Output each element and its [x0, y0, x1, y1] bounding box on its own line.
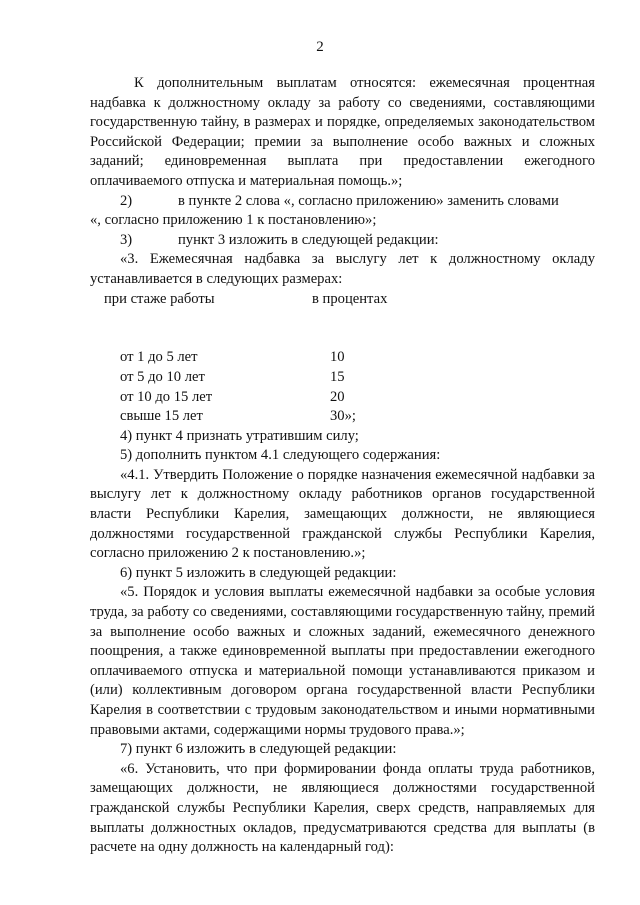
item-2-line-1	[90, 192, 595, 212]
table-cell-percent: 10	[330, 349, 345, 366]
table-header-percent: в процентах	[312, 290, 388, 307]
table-cell-term: свыше 15 лет	[120, 408, 203, 425]
page-number: 2	[316, 39, 324, 55]
table-row	[90, 348, 595, 368]
item-3-number: 3)	[120, 231, 133, 248]
table-cell-percent: 30»;	[330, 408, 356, 425]
item-2-number: 2)	[120, 192, 133, 209]
item-5: 5) дополнить пунктом 4.1 следующего содержания:	[120, 447, 441, 464]
spacer	[90, 329, 595, 349]
item-2-text: в пункте 2 слова «, согласно приложению» заменить словами	[178, 192, 559, 209]
quote-point-4-1: «4.1. Утвердить Положение о порядке назначения ежемесячной надбавки за выслугу лет к должностному окладу работников органов государственной власти Республики Карелия, замещающих должности, не являющиеся должностями государственной гражданской службы Республики Карелия, согласно приложению 2 к постановлению.»;	[90, 466, 595, 562]
quote-point-3: «3. Ежемесячная надбавка за выслугу лет к должностному окладу устанавливается в следующих размерах:	[90, 251, 595, 287]
document-body	[90, 74, 595, 858]
seniority-table-header	[90, 290, 595, 310]
item-7: 7) пункт 6 изложить в следующей редакции:	[120, 741, 397, 758]
table-cell-percent: 15	[330, 368, 345, 385]
item-2-line-2: «, согласно приложению 1 к постановлению»;	[90, 212, 377, 229]
table-cell-term: от 5 до 10 лет	[120, 368, 205, 385]
table-cell-term: от 10 до 15 лет	[120, 388, 213, 405]
table-cell-percent: 20	[330, 388, 345, 405]
table-header-seniority: при стаже работы	[104, 290, 215, 307]
quote-point-5: «5. Порядок и условия выплаты ежемесячной надбавки за особые условия труда, за работу со сведениями, составляющими государственную тайну, премий за выполнение особо важных и сложных заданий, ежемесячного денежного поощрения, а также единовременной выплаты при предоставлении ежегодного оплачиваемого отпуска и материальной помощи устанавливаются приказом и (или) коллективным договором органа государственной власти Республики Карелия в соответствии с трудовым законодательством и иными нормативными правовыми актами, содержащими нормы трудового права.»;	[90, 584, 595, 738]
item-3-text: пункт 3 изложить в следующей редакции:	[178, 231, 439, 248]
paragraph-additional-payments: К дополнительным выплатам относятся: ежемесячная процентная надбавка к должностному окладу за работу со сведениями, составляющими государственную тайну, в размерах и порядке, определяемых законодательством Российской Федерации; премии за выполнение особо важных и сложных заданий; единовременная выплата при предоставлении ежегодного оплачиваемого отпуска и материальная помощь.»;	[90, 75, 595, 189]
spacer	[90, 309, 595, 329]
table-row	[90, 407, 595, 427]
item-6: 6) пункт 5 изложить в следующей редакции:	[120, 564, 397, 581]
quote-point-6: «6. Установить, что при формировании фонда оплаты труда работников, замещающих должности, не являющиеся должностями государственной гражданской службы Республики Карелия, сверх средств, направляемых для выплаты должностных окладов, предусматриваются средства для выплаты (в расчете на одну должность на календарный год):	[90, 760, 595, 856]
table-row	[90, 388, 595, 408]
item-4: 4) пункт 4 признать утратившим силу;	[120, 427, 359, 444]
table-cell-term: от 1 до 5 лет	[120, 349, 198, 366]
table-row	[90, 368, 595, 388]
item-3	[90, 231, 595, 251]
